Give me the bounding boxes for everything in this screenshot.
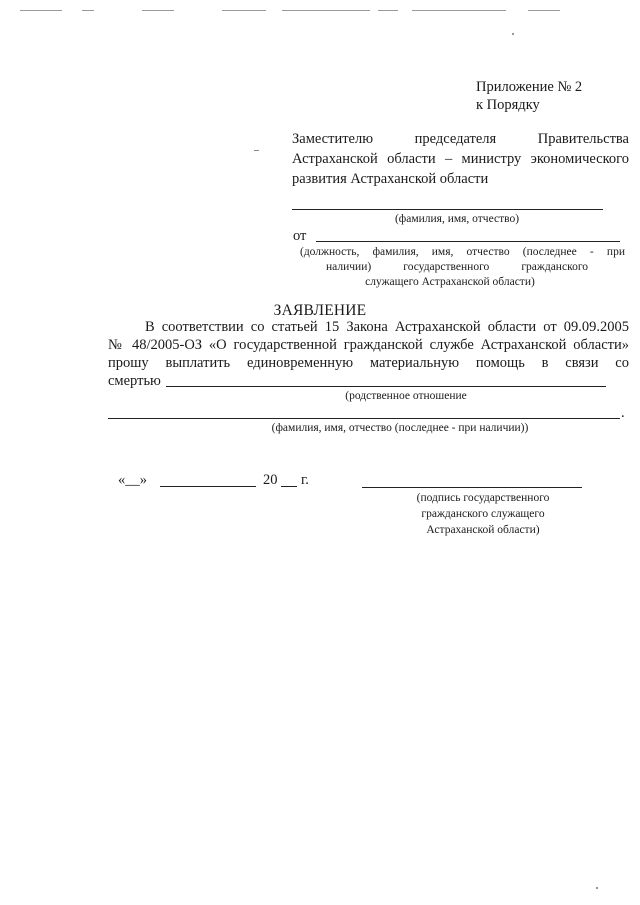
signature-caption-line: гражданского служащего xyxy=(421,508,545,520)
margin-mark: – xyxy=(254,145,259,156)
deceased-name-field-line[interactable] xyxy=(108,418,620,419)
deceased-line-end-dot: . xyxy=(621,405,625,421)
statement-line: В соответствии со статьей 15 Закона Астраханской области от 09.09.2005 xyxy=(145,319,629,335)
statement-line: прошу выплатить единовременную материальную помощь в связи со xyxy=(108,355,629,371)
signature-caption-line: Астраханской области) xyxy=(426,524,540,536)
scan-artifact-line xyxy=(528,10,560,11)
addressee-line: развития Астраханской области xyxy=(292,171,489,187)
date-year-prefix: 20 xyxy=(263,472,278,488)
appendix-header xyxy=(476,78,582,114)
date-block xyxy=(118,472,147,489)
scan-artifact-line xyxy=(412,10,506,11)
addressee-line: Заместителю председателя Правительства xyxy=(292,131,629,147)
scan-artifact-dot xyxy=(596,887,598,889)
from-label: от xyxy=(293,228,307,244)
statement-line: № 48/2005-ОЗ «О государственной гражданской службе Астраханской области» xyxy=(108,337,629,353)
date-year-suffix: г. xyxy=(301,472,309,488)
deceased-caption: (фамилия, имя, отчество (последнее - при наличии)) xyxy=(271,422,529,434)
date-year-field[interactable] xyxy=(281,486,297,487)
from-field-line[interactable] xyxy=(316,241,620,242)
signature-field-line[interactable] xyxy=(362,487,582,488)
statement-body xyxy=(108,318,629,390)
relation-field-line[interactable] xyxy=(166,386,606,387)
fio-caption: (фамилия, имя, отчество) xyxy=(394,213,520,225)
signature-caption xyxy=(398,490,568,538)
scan-artifact-line xyxy=(378,10,398,11)
position-caption-line: наличии) государственного гражданского xyxy=(326,261,588,273)
fio-field-line[interactable] xyxy=(292,209,603,210)
signature-caption-line: (подпись государственного xyxy=(416,492,550,504)
scan-artifact-line xyxy=(142,10,174,11)
position-caption-line: (должность, фамилия, имя, отчество (последнее - при xyxy=(300,246,625,258)
date-day: «__» xyxy=(118,472,147,488)
scan-artifact-line xyxy=(20,10,62,11)
scan-artifact-dot xyxy=(512,33,514,35)
addressee-block xyxy=(292,129,629,189)
statement-line-death-label: смертью xyxy=(108,373,161,389)
position-caption-line: служащего Астраханской области) xyxy=(365,276,535,288)
appendix-number: Приложение № 2 xyxy=(476,79,583,95)
addressee-line: Астраханской области – министру экономического xyxy=(292,151,629,167)
scan-artifact-line xyxy=(82,10,94,11)
statement-title: ЗАЯВЛЕНИЕ xyxy=(273,302,367,319)
appendix-reference: к Порядку xyxy=(476,97,540,113)
date-month-field[interactable] xyxy=(160,486,256,487)
scan-artifact-line xyxy=(222,10,266,11)
scan-artifact-line xyxy=(282,10,370,11)
relation-caption: (родственное отношение xyxy=(345,390,467,402)
